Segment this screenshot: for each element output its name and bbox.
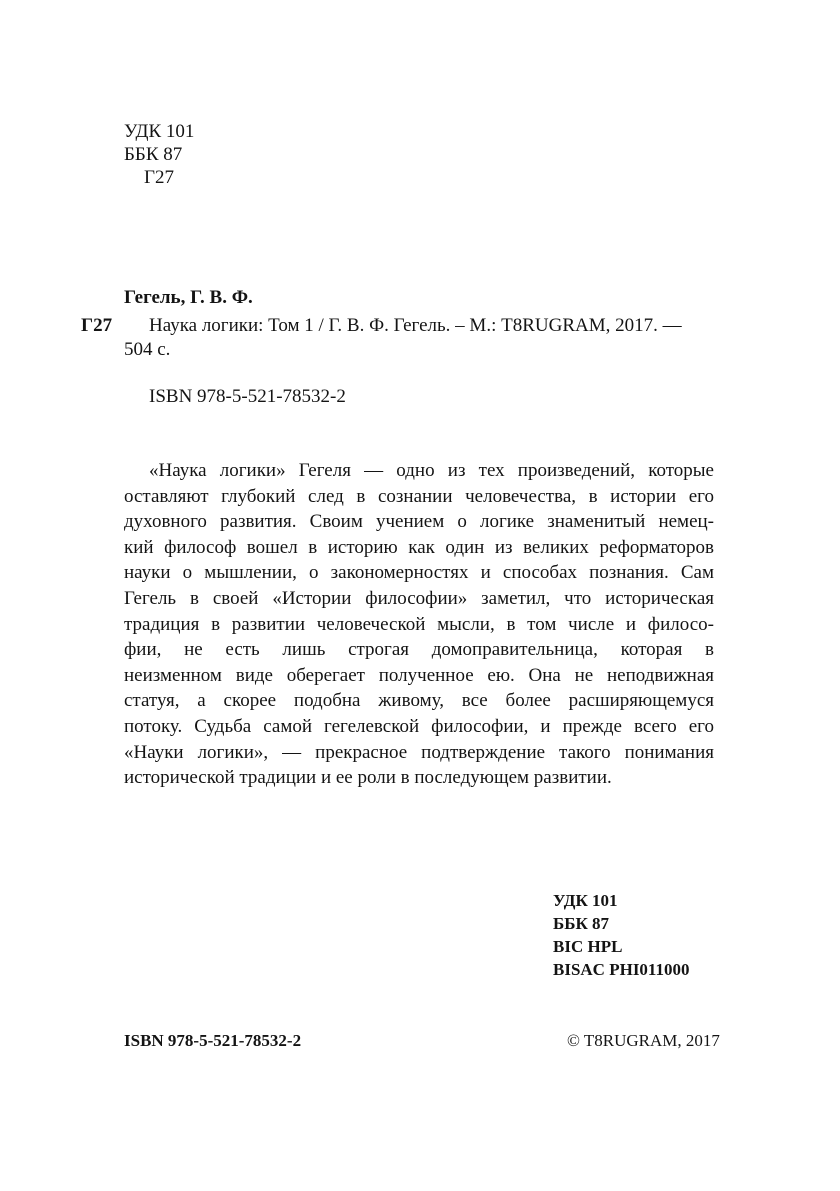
abstract-line: Гегель в своей «Истории философии» заметил, что историческая (124, 587, 714, 609)
abstract-line: оставляют глубокий след в сознании человечества, в истории его (124, 485, 714, 507)
abstract-line: исторической традиции и ее роли в последующем развитии. (124, 767, 612, 789)
abstract-line: «Наука логики» Гегеля — одно из тех произведений, которые (149, 460, 714, 481)
classification-bic: BIC HPL (553, 937, 623, 956)
abstract-line: духовного развития. Своим учением о логике знаменитый немец- (124, 511, 714, 533)
abstract-line: кий философ вошел в историю как один из великих реформаторов (124, 536, 714, 558)
bbk-code: ББК 87 (124, 144, 183, 165)
abstract-line: потоку. Судьба самой гегелевской философии, и прежде всего его (124, 715, 714, 737)
author-sign-marginal: Г27 (81, 315, 113, 336)
abstract-line: «Науки логики», — прекрасное подтверждение такого понимания (124, 741, 714, 763)
classification-block (553, 889, 690, 981)
isbn-record: ISBN 978-5-521-78532-2 (149, 386, 346, 407)
classification-bisac: BISAC PHI011000 (553, 960, 690, 979)
abstract-line: фии, не есть лишь строгая домоправительница, которая в (124, 639, 714, 661)
abstract-line: статуя, а скорее подобна живому, все более расширяющемуся (124, 690, 714, 712)
classification-udk: УДК 101 (553, 891, 618, 910)
copyright-notice: © T8RUGRAM, 2017 (567, 1031, 720, 1050)
isbn-footer: ISBN 978-5-521-78532-2 (124, 1031, 302, 1050)
abstract-line: науки о мышлении, о закономерностях и способах познания. Сам (124, 562, 714, 584)
udk-code: УДК 101 (124, 121, 195, 142)
abstract-line: традиция в развитии человеческой мысли, в том числе и филосо- (124, 613, 714, 635)
abstract (124, 458, 714, 791)
abstract-line: неизменном виде оберегает полученное ею. Она не неподвижная (124, 664, 714, 686)
author-sign-code: Г27 (144, 167, 174, 188)
page-count: 504 с. (124, 339, 171, 360)
author-name: Гегель, Г. В. Ф. (124, 287, 253, 308)
classification-bbk: ББК 87 (553, 914, 610, 933)
bibliographic-description: Наука логики: Том 1 / Г. В. Ф. Гегель. – М.: T8RUGRAM, 2017. — (149, 315, 682, 336)
